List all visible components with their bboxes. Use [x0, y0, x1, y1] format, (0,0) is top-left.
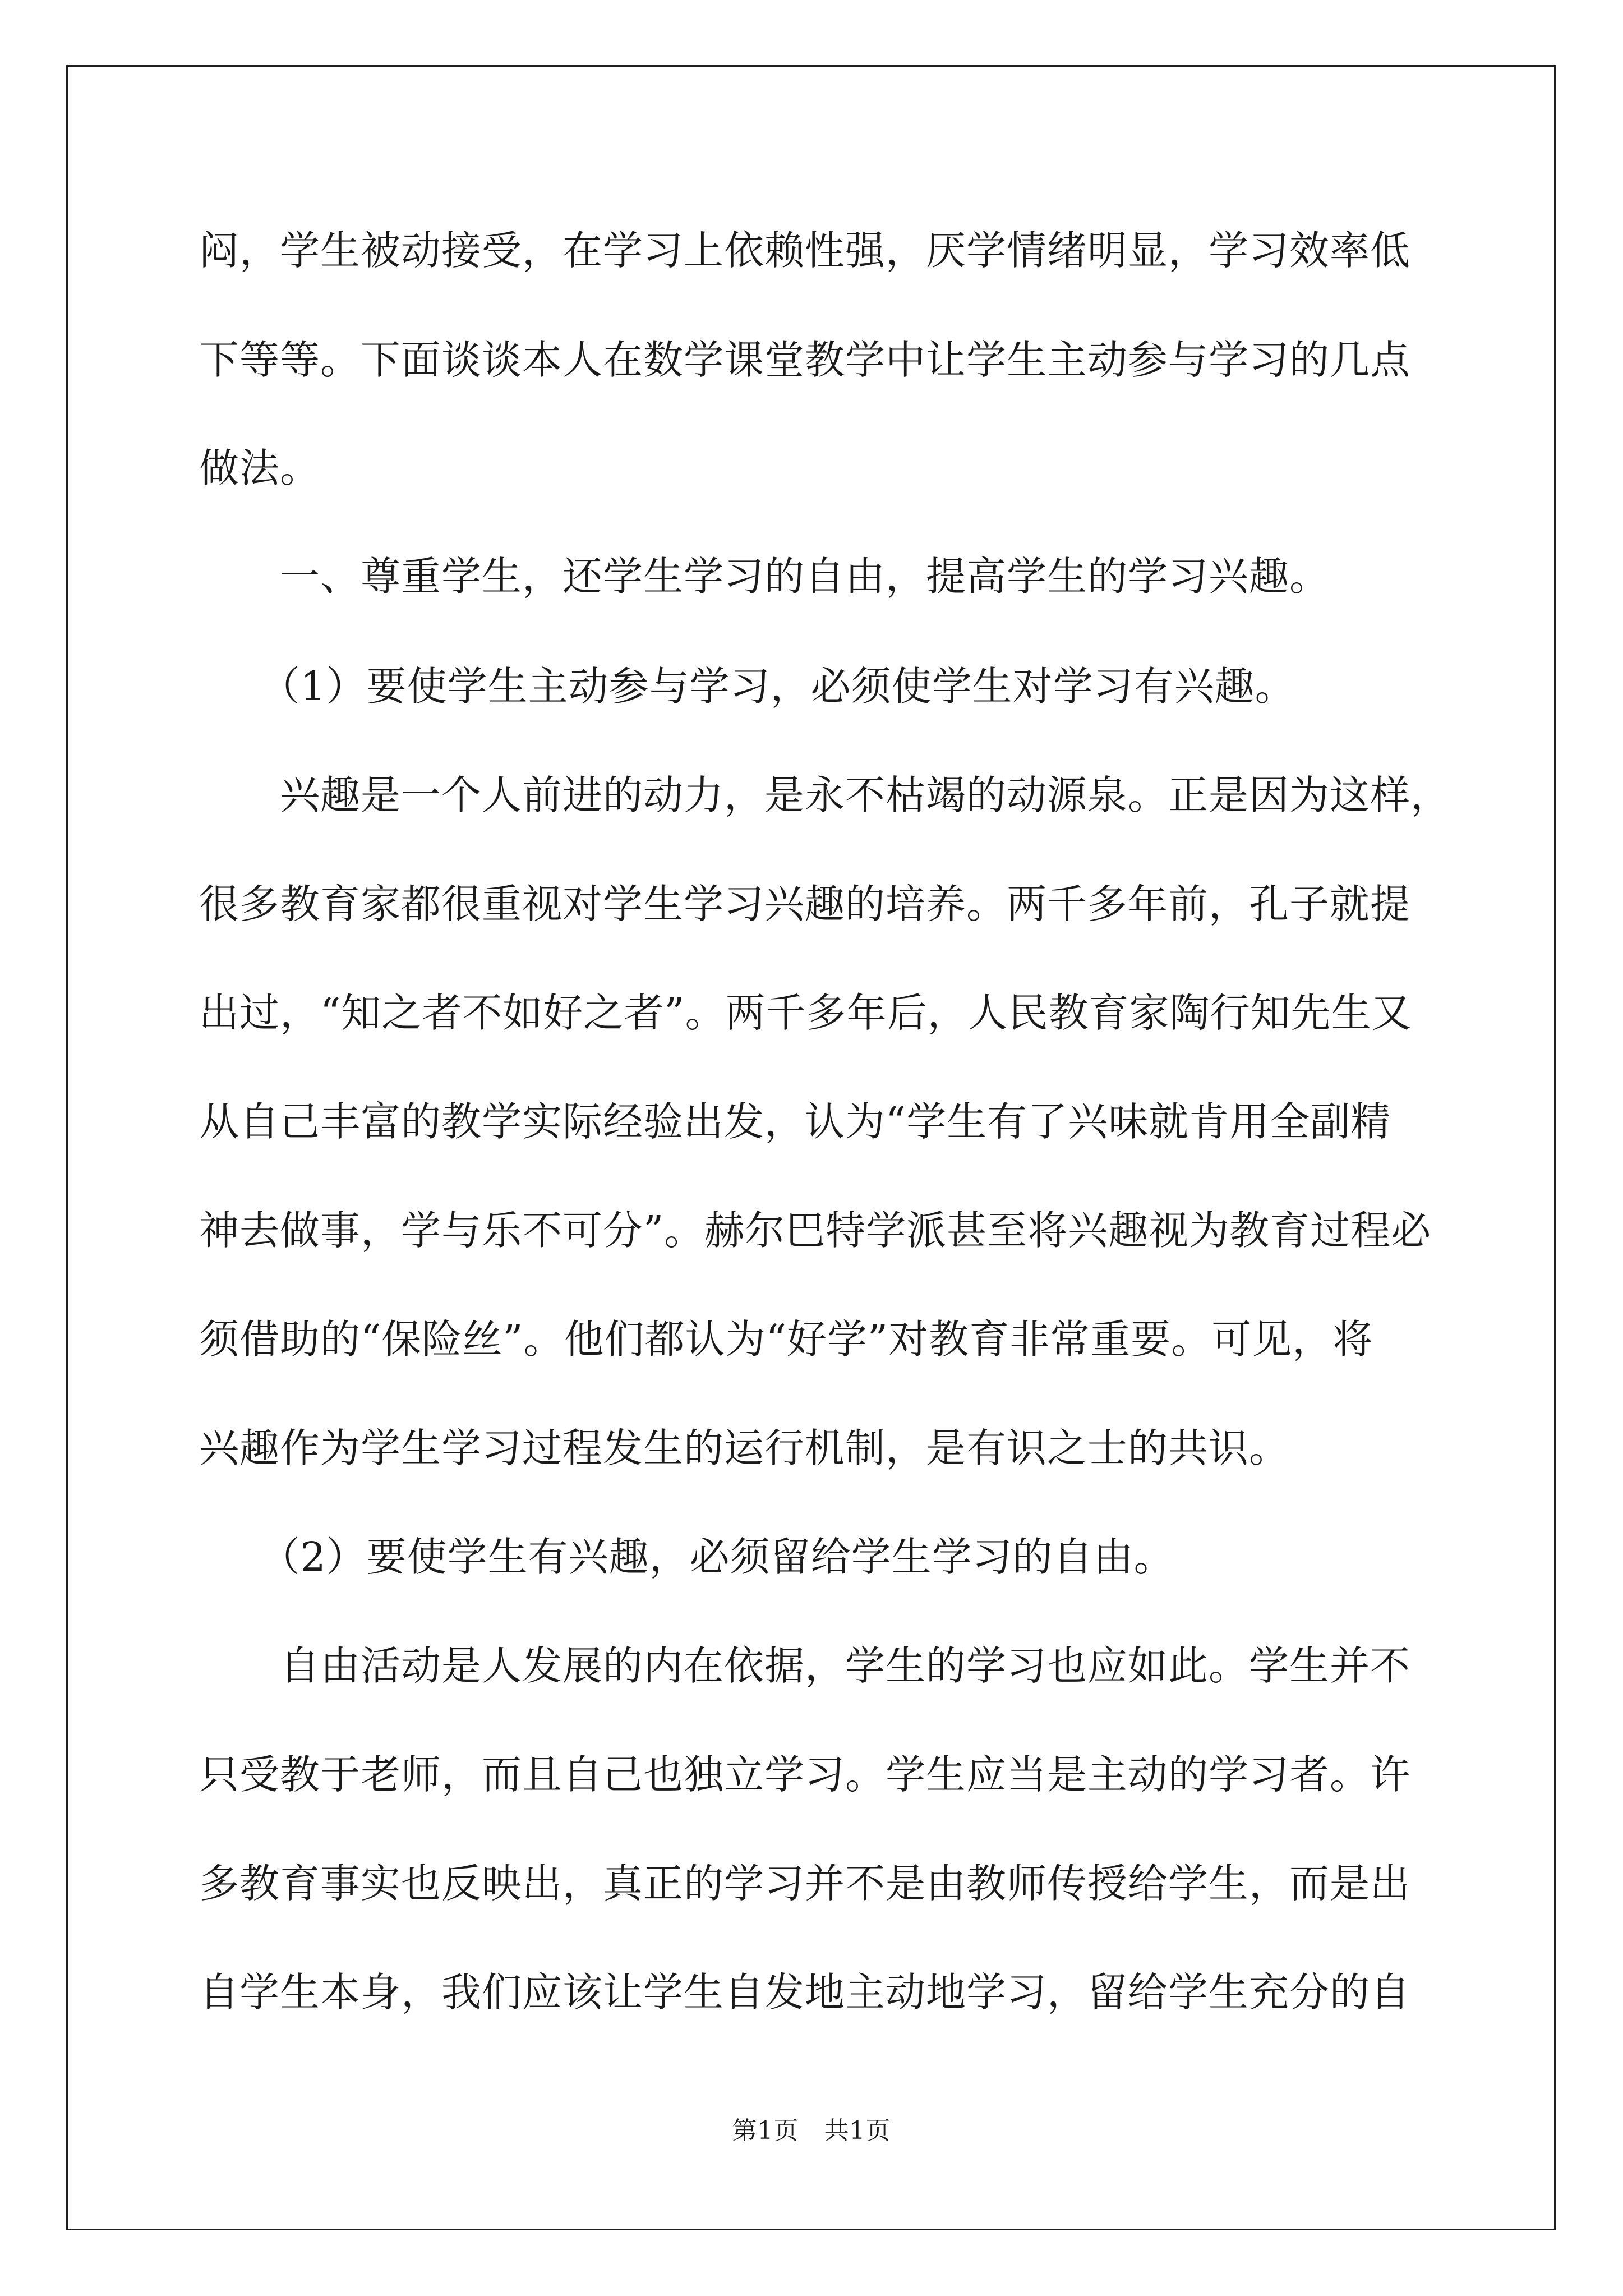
text-line: 自学生本身，我们应该让学生自发地主动地学习，留给学生充分的自 — [199, 1969, 1411, 2016]
text-line: 出过，“知之者不如好之者”。两千多年后，人民教育家陶行知先生又 — [199, 990, 1412, 1036]
text-line: 从自己丰富的教学实际经验出发，认为“学生有了兴味就肯用全副精 — [199, 1098, 1391, 1145]
text-line: 闷，学生被动接受，在学习上依赖性强，厌学情绪明显，学习效率低 — [199, 227, 1411, 274]
text-line: 兴趣作为学生学习过程发生的运行机制，是有识之士的共识。 — [199, 1425, 1290, 1471]
subsection-heading: （1）要使学生主动参与学习，必须使学生对学习有兴趣。 — [199, 663, 1295, 710]
text-line: 只受教于老师，而且自己也独立学习。学生应当是主动的学习者。许 — [199, 1751, 1411, 1798]
text-line: 下等等。下面谈谈本人在数学课堂教学中让学生主动参与学习的几点 — [199, 337, 1411, 383]
text-line: 神去做事，学与乐不可分”。赫尔巴特学派甚至将兴趣视为教育过程必 — [199, 1207, 1432, 1254]
text-line: 多教育事实也反映出，真正的学习并不是由教师传授给学生，而是出 — [199, 1860, 1411, 1907]
subsection-heading: （2）要使学生有兴趣，必须留给学生学习的自由。 — [199, 1534, 1174, 1580]
text-line: 须借助的“保险丝”。他们都认为“好学”对教育非常重要。可见，将 — [199, 1316, 1373, 1363]
text-line: 兴趣是一个人前进的动力，是永不枯竭的动源泉。正是因为这样， — [199, 772, 1451, 818]
page-number-footer: 第1页 共1页 — [732, 2116, 891, 2145]
text-line: 很多教育家都很重视对学生学习兴趣的培养。两千多年前，孔子就提 — [199, 881, 1411, 927]
text-line: 自由活动是人发展的内在依据，学生的学习也应如此。学生并不 — [199, 1642, 1411, 1689]
text-line: 做法。 — [199, 445, 321, 491]
section-heading: 一、尊重学生，还学生学习的自由，提高学生的学习兴趣。 — [199, 553, 1330, 600]
